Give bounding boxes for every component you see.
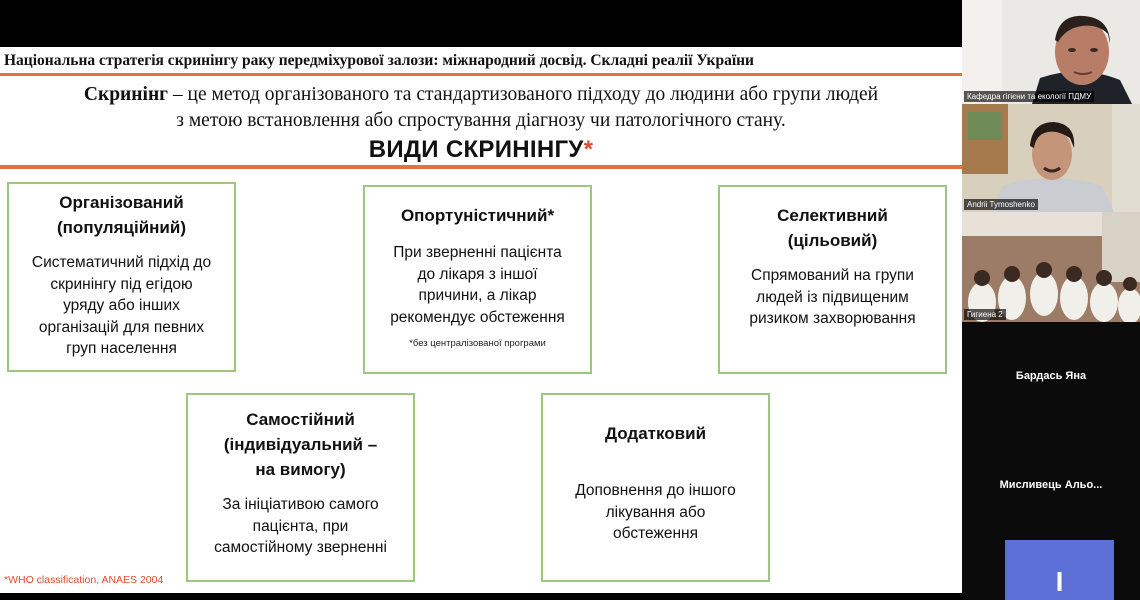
card-desc-line: пацієнта, при [252,517,349,535]
card-title: Організований [59,193,184,212]
participant-name-tile[interactable] [962,479,1140,491]
card-subtitle: (цільовий) [787,231,878,250]
tile-label: Гигиена 2 [964,309,1006,320]
presenter-video [962,0,1140,104]
card-desc-line: ризиком захворювання [749,310,916,327]
participant-name: Мисливець Альо... [999,479,1103,491]
video-tile-participant[interactable] [962,104,1140,212]
card-opportunistic [363,185,592,374]
card-selective [718,185,947,374]
card-desc-line: причини, а лікар [418,287,537,304]
card-desc-line: груп населення [66,340,177,357]
card-subtitle: (індивідуальний – [223,435,378,454]
card-subtitle: (популяційний) [57,218,186,237]
card-desc-line: Доповнення до іншого [575,482,736,499]
section-divider [0,165,962,169]
card-desc-line: За ініціативою самого [222,496,379,513]
section-title-text: ВИДИ СКРИНІНГУ [368,136,584,163]
card-additional [541,393,770,582]
video-tile-classroom[interactable] [962,212,1140,322]
card-title: Селективний [777,206,888,225]
card-footnote: *без централізованої програми [409,338,546,349]
card-desc-line: Спрямований на групи [751,267,914,284]
card-desc-line: При зверненні пацієнта [393,244,562,261]
card-desc-line: до лікаря з іншої [417,265,538,283]
card-subtitle: на вимогу) [255,460,346,479]
card-title: Самостійний [246,410,355,429]
section-title-asterisk: * [583,136,594,163]
video-tile-presenter[interactable] [962,0,1140,104]
source-note: *WHO classification, ANAES 2004 [4,574,164,586]
card-title: Додатковий [604,424,707,443]
card-organized [7,182,236,372]
participant-name: Бардась Яна [1015,370,1087,382]
slide-header: Національна стратегія скринінгу раку передміхурової залози: міжнародний досвід. Складні реалії України [4,52,754,69]
card-desc-line: скринінгу під егідою [50,275,193,293]
card-title: Опортуністичний* [400,206,555,225]
card-desc-line: самостійному зверненні [214,539,387,556]
tile-label: Andrii Tymoshenko [964,199,1038,210]
card-desc-line: рекомендує обстеження [390,308,565,326]
header-divider [0,73,962,76]
participant-video [962,104,1140,212]
definition-text-1: – це метод організованого та стандартизованого підходу до людини або групи людей [168,84,879,105]
participant-avatar[interactable] [1005,540,1114,600]
card-desc-line: лікування або [605,503,706,521]
section-title [0,136,962,164]
slide [0,47,962,593]
participants-panel [962,0,1140,600]
card-self-initiated [186,393,415,582]
avatar-initial: І [1055,566,1064,597]
participant-name-tile[interactable] [962,370,1140,382]
card-desc-line: організацій для певних [38,318,205,336]
tile-label: Кафедра гігієни та екології ПДМУ [964,91,1094,102]
card-desc-line: обстеження [613,525,698,542]
card-desc-line: Систематичний підхід до [31,254,212,271]
card-desc-line: людей із підвищеним [756,288,909,306]
card-desc-line: уряду або інших [63,297,180,314]
classroom-video [962,212,1140,322]
definition-term: Скринінг [83,84,169,105]
definition-line-1 [0,83,962,107]
definition-line-2: з метою встановлення або спростування діагнозу чи патологічного стану. [176,110,786,131]
